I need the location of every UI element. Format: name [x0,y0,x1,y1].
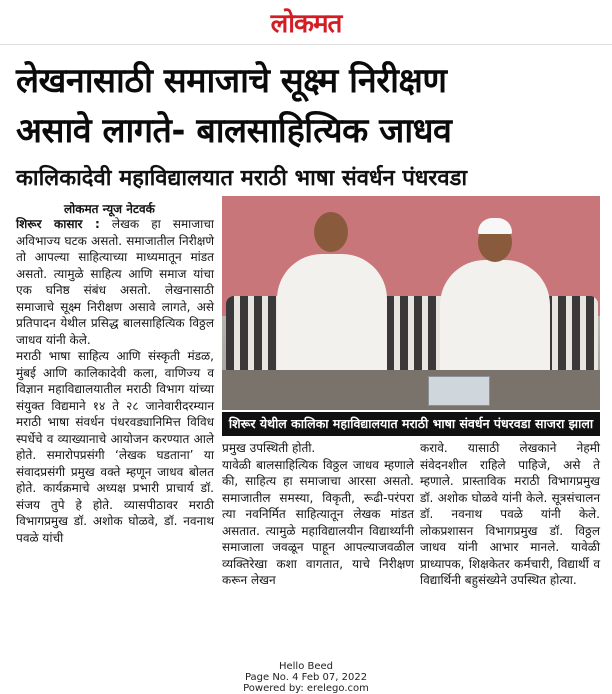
footer-edition: Hello Beed [278,661,334,672]
article-column-1 [16,216,214,546]
headline-line-2: असावे लागते- बालसाहित्यिक जाधव [16,111,452,151]
footer-page-date: Page No. 4 Feb 07, 2022 [244,672,368,683]
photo-cap [478,218,512,234]
footer-powered-by[interactable]: Powered by: erelego.com [243,683,369,694]
subheadline: कालिकादेवी महाविद्यालयात मराठी भाषा संवर्धन पंधरवडा [16,166,468,191]
photo-person-left-head [314,212,348,252]
article-column-2: प्रमुख उपस्थिती होती. यावेळी बालसाहित्यिक विठ्ठल जाधव म्हणाले की, साहित्य हा समाजाचा आरसा असतो. समाजातील समस्या, विकृती, रूढी-परंपरा त्या नवनिर्मित साहित्यातून लेखक मांडत असतात. त्यामुळे महाविद्यालयीन विद्यार्थ्यांनी समाजाला जवळून पाहून आपल्याजवळील व्यक्तिरेखा कशा वागतात, याचे निरीक्षण करून लेखन [222,441,414,587]
event-photo [222,196,600,410]
page-footer [0,661,612,694]
article-column-3: करावे. यासाठी लेखकाने नेहमी संवेदनशील राहिले पाहिजे, असे ते म्हणाले. प्रास्ताविक मराठी विभागप्रमुख डॉ. अशोक घोळवे यांनी केले. सूत्रसंचालन डॉ. नवनाथ पवळे यांनी केले. लोकप्रशासन विभागप्रमुख डॉ. विठ्ठल जाधव यांनी आभार मानले. यावेळी प्राध्यापक, शिक्षकेतर कर्मचारी, विद्यार्थी व विद्यार्थिनी बहुसंख्येने उपस्थित होत्या. [420,441,600,587]
headline [16,56,600,156]
photo-caption: शिरूर येथील कालिका महाविद्यालयात मराठी भाषा संवर्धन पंधरवडा साजरा झाला [222,412,600,436]
dateline: शिरूर कासार : [16,217,100,231]
photo-laptop [428,376,490,406]
article-column-1-text: लेखक हा समाजाचा अविभाज्य घटक असतो. समाजातील निरीक्षणे तो आपल्या साहित्याच्या माध्यमातून मांडत असतो. त्यामुळे साहित्य आणि समाज यांचा एक घनिष्ठ संबंध असतो. लेखनासाठी समाजाचे सूक्ष्म निरीक्षण असावे लागते, असे प्रतिपादन येथील प्रसिद्ध बालसाहित्यिक विठ्ठल जाधव यांनी केले. मराठी भाषा साहित्य आणि संस्कृती मंडळ, मुंबई आणि कालिकादेवी कला, वाणिज्य व विज्ञान महाविद्यालयातील मराठी विभाग यांच्या संयुक्त विद्यमाने १४ ते २८ जानेवारीदरम्यान मराठी भाषा संवर्धन पंधरवड्यानिमित्त विविध स्पर्धेचे व व्याख्यानाचे आयोजन करण्यात आले होते. समारोपप्रसंगी ‘लेखक घडताना’ या संवादप्रसंगी प्रमुख वक्ते म्हणून जाधव बोलत होते. कार्यक्रमाचे अध्यक्ष प्रभारी प्राचार्य डॉ. संजय तुपे हे होते. व्यासपीठावर मराठी विभागप्रमुख डॉ. अशोक घोळवे, डॉ. नवनाथ पवळे यांची [16,217,215,545]
headline-line-1: लेखनासाठी समाजाचे सूक्ष्म निरीक्षण [16,61,447,101]
photo-table [222,370,600,410]
newspaper-logo: लोकमत [270,9,342,39]
masthead [0,0,612,45]
byline: लोकमत न्यूज नेटवर्क [64,202,155,216]
